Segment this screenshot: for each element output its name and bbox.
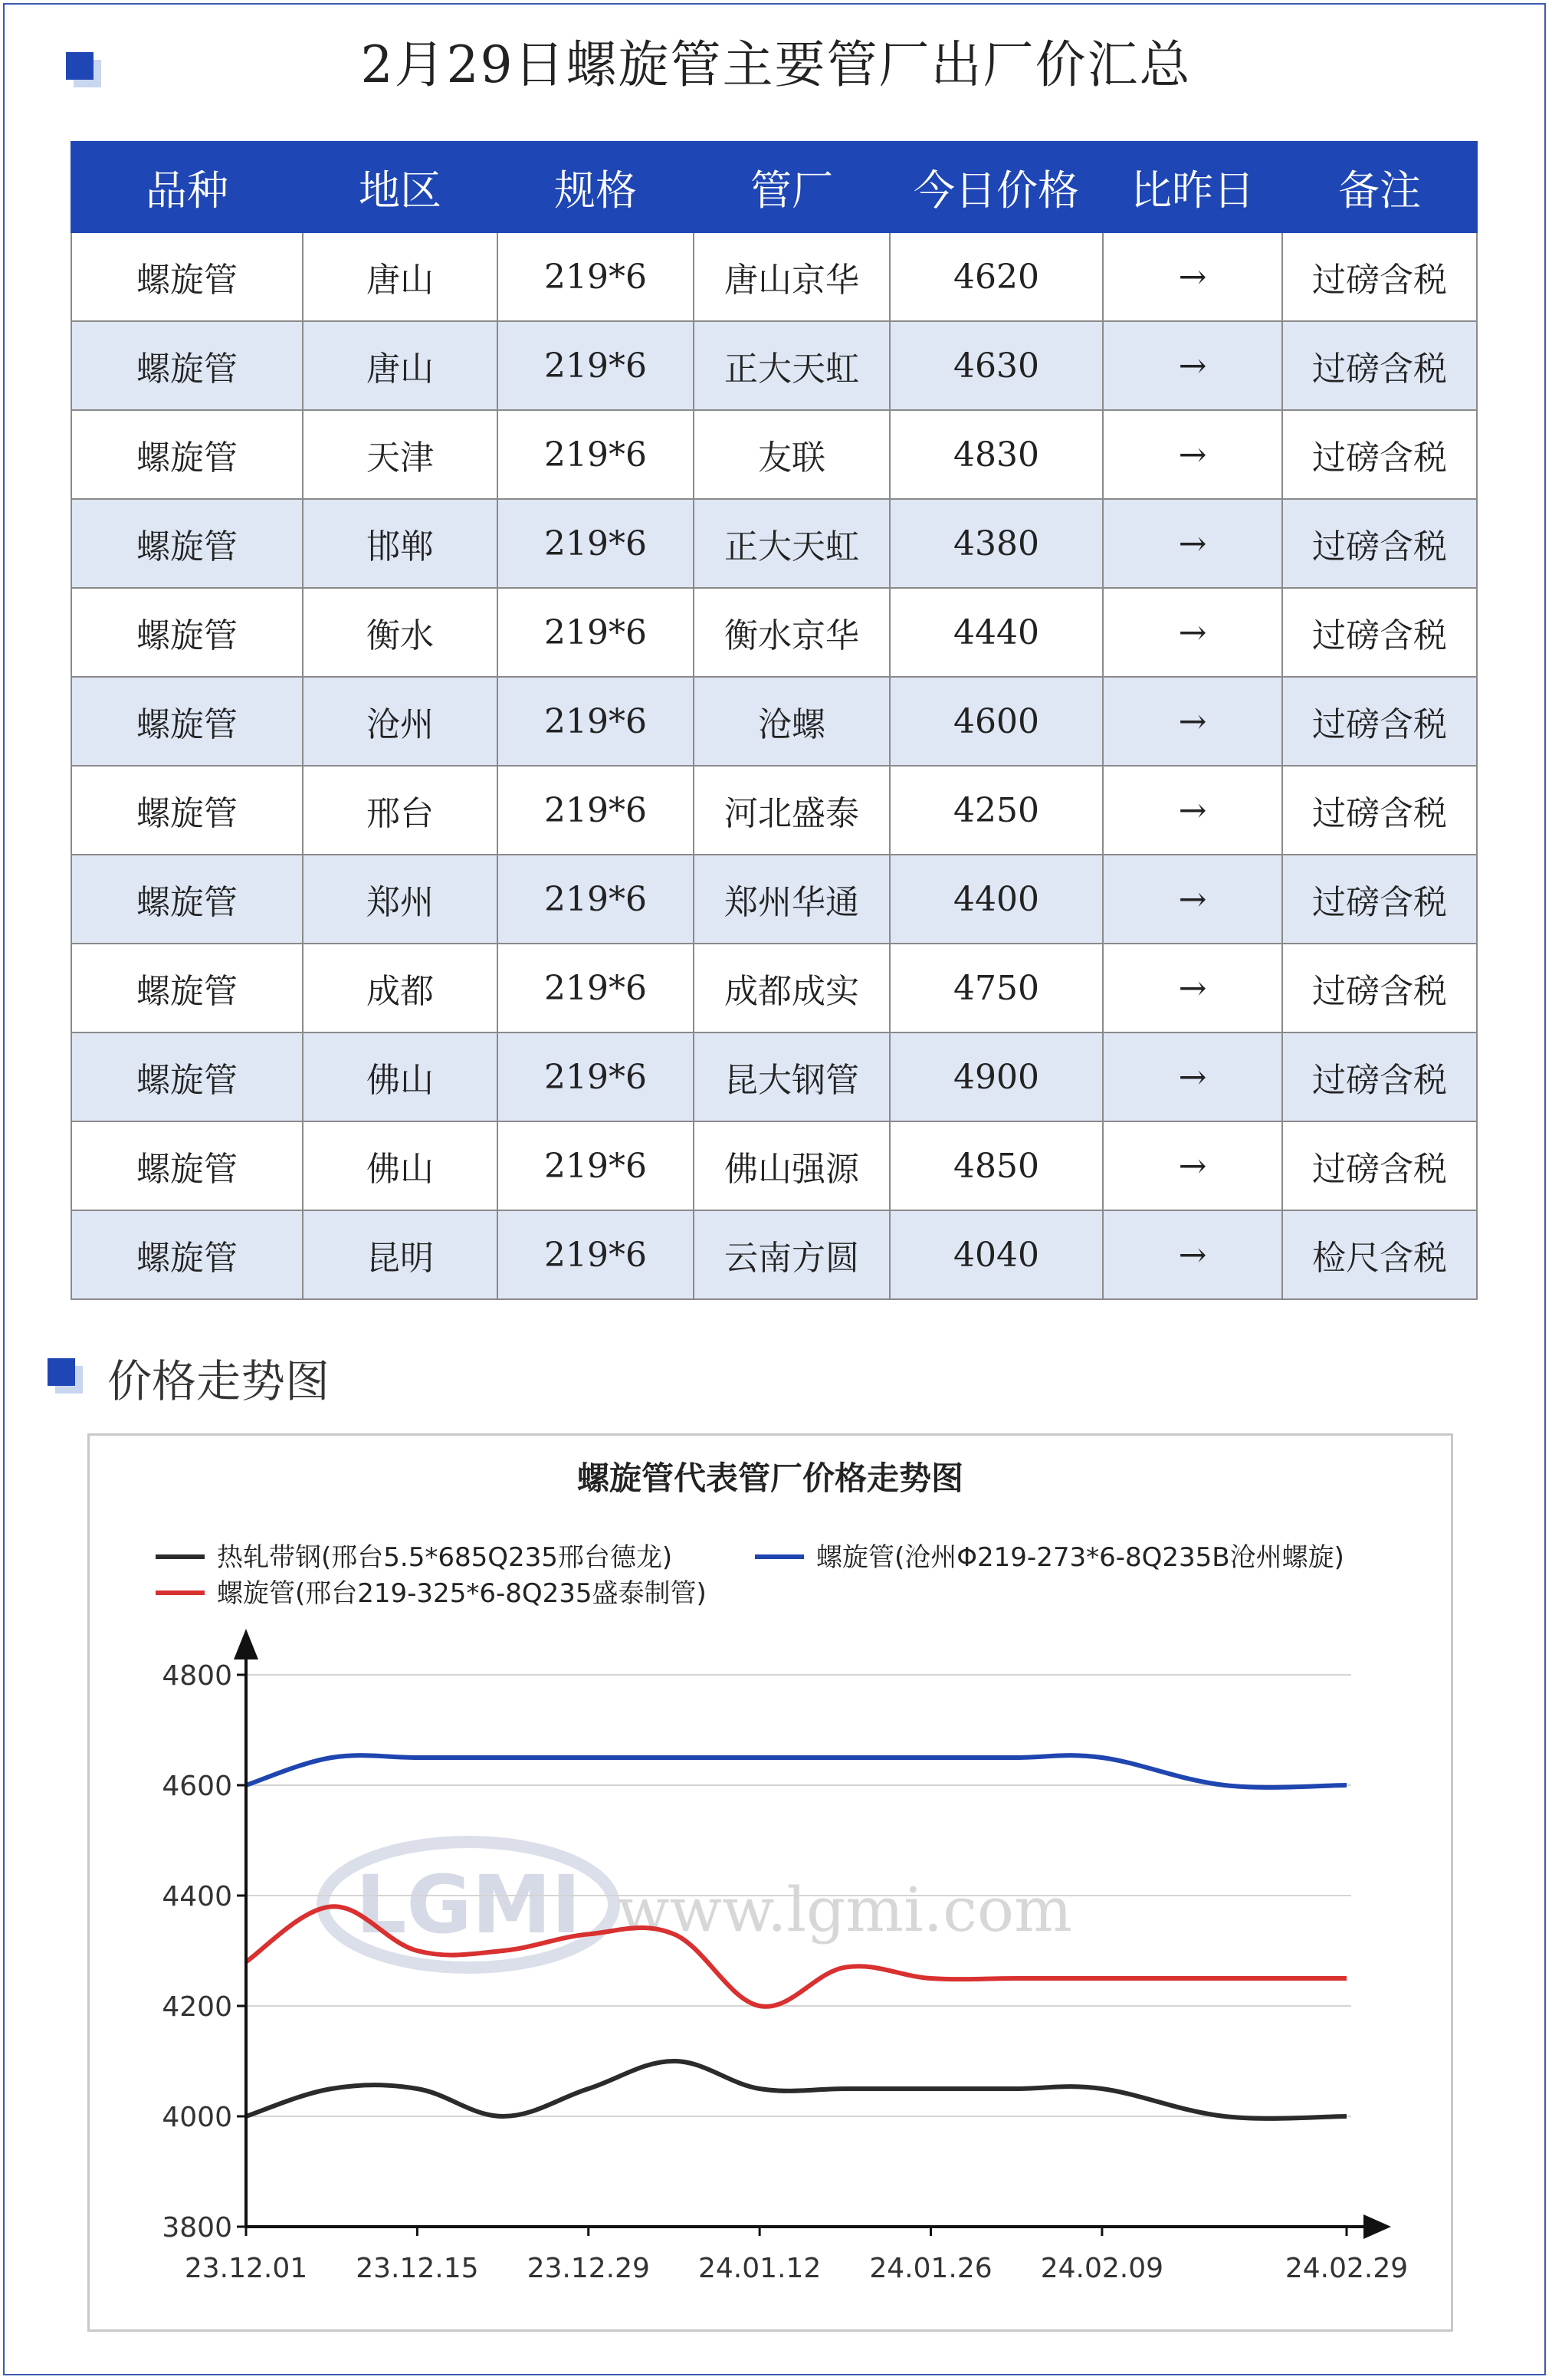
table-cell: 219*6 xyxy=(497,499,694,588)
table-cell: → xyxy=(1103,1032,1282,1121)
x-tick-label: 24.02.29 xyxy=(1285,2253,1409,2284)
section-square-icon xyxy=(48,1358,84,1395)
table-cell: 219*6 xyxy=(497,944,694,1032)
table-cell: → xyxy=(1103,855,1282,944)
table-cell: 正大天虹 xyxy=(694,321,890,410)
table-cell: 佛山 xyxy=(303,1032,497,1121)
table-cell: → xyxy=(1103,232,1282,321)
x-tick-label: 23.12.29 xyxy=(527,2253,650,2284)
table-cell: 过磅含税 xyxy=(1282,855,1477,944)
table-cell: 4380 xyxy=(890,499,1103,588)
table-cell: 河北盛泰 xyxy=(694,766,890,855)
column-header: 管厂 xyxy=(694,142,890,232)
table-cell: 成都 xyxy=(303,944,497,1032)
table-cell: 螺旋管 xyxy=(71,1121,303,1210)
table-cell: → xyxy=(1103,1121,1282,1210)
x-tick-label: 24.02.09 xyxy=(1040,2253,1164,2284)
table-cell: 螺旋管 xyxy=(71,499,303,588)
x-tick-label: 23.12.01 xyxy=(184,2253,308,2284)
table-cell: 4040 xyxy=(890,1210,1103,1299)
table-cell: 螺旋管 xyxy=(71,410,303,499)
chart-title: 螺旋管代表管厂价格走势图 xyxy=(576,1459,964,1497)
table-cell: 219*6 xyxy=(497,410,694,499)
table-cell: 4850 xyxy=(890,1121,1103,1210)
table-cell: 4440 xyxy=(890,588,1103,677)
table-cell: 唐山 xyxy=(303,232,497,321)
x-tick-label: 24.01.26 xyxy=(869,2253,993,2284)
table-cell: 219*6 xyxy=(497,232,694,321)
table-cell: 4900 xyxy=(890,1032,1103,1121)
table-row xyxy=(71,1210,1477,1299)
table-cell: 过磅含税 xyxy=(1282,321,1477,410)
table-cell: 唐山 xyxy=(303,321,497,410)
y-tick-label: 4200 xyxy=(162,1991,232,2023)
legend-label-1: 螺旋管(沧州Φ219-273*6-8Q235B沧州螺旋) xyxy=(816,1542,1344,1573)
table-cell: 219*6 xyxy=(497,1210,694,1299)
series-line-1 xyxy=(246,1755,1347,1787)
table-cell: 过磅含税 xyxy=(1282,944,1477,1032)
table-cell: 天津 xyxy=(303,410,497,499)
table-cell: → xyxy=(1103,321,1282,410)
table-cell: 正大天虹 xyxy=(694,499,890,588)
section-title: 价格走势图 xyxy=(107,1355,330,1407)
y-tick-label: 4800 xyxy=(162,1660,232,1692)
y-tick-label: 4400 xyxy=(162,1881,232,1912)
table-cell: 螺旋管 xyxy=(71,677,303,766)
table-row xyxy=(71,766,1477,855)
table-cell: 螺旋管 xyxy=(71,321,303,410)
table-row xyxy=(71,1121,1477,1210)
table-cell: 螺旋管 xyxy=(71,588,303,677)
table-cell: 219*6 xyxy=(497,588,694,677)
price-trend-chart xyxy=(90,1436,1451,2329)
price-table xyxy=(71,141,1478,1300)
table-cell: 4750 xyxy=(890,944,1103,1032)
table-cell: 螺旋管 xyxy=(71,1210,303,1299)
table-cell: 过磅含税 xyxy=(1282,588,1477,677)
y-tick-label: 3800 xyxy=(162,2212,232,2244)
table-cell: 4400 xyxy=(890,855,1103,944)
table-row xyxy=(71,499,1477,588)
table-row xyxy=(71,944,1477,1032)
table-cell: 沧螺 xyxy=(694,677,890,766)
table-cell: 衡水 xyxy=(303,588,497,677)
table-cell: 过磅含税 xyxy=(1282,499,1477,588)
table-cell: 219*6 xyxy=(497,1032,694,1121)
y-tick-label: 4600 xyxy=(162,1771,232,1802)
legend-label-2: 螺旋管(邢台219-325*6-8Q235盛泰制管) xyxy=(217,1578,707,1609)
table-cell: 螺旋管 xyxy=(71,855,303,944)
table-cell: 过磅含税 xyxy=(1282,410,1477,499)
column-header: 比昨日 xyxy=(1103,142,1282,232)
column-header: 今日价格 xyxy=(890,142,1103,232)
table-cell: 219*6 xyxy=(497,766,694,855)
table-cell: 检尺含税 xyxy=(1282,1210,1477,1299)
series-line-0 xyxy=(246,2061,1347,2119)
table-cell: 219*6 xyxy=(497,677,694,766)
table-cell: 沧州 xyxy=(303,677,497,766)
table-cell: 螺旋管 xyxy=(71,232,303,321)
table-row xyxy=(71,1032,1477,1121)
table-cell: → xyxy=(1103,410,1282,499)
table-cell: 过磅含税 xyxy=(1282,1032,1477,1121)
table-cell: 过磅含税 xyxy=(1282,232,1477,321)
table-row xyxy=(71,588,1477,677)
table-cell: 佛山强源 xyxy=(694,1121,890,1210)
table-cell: 过磅含税 xyxy=(1282,677,1477,766)
table-cell: → xyxy=(1103,1210,1282,1299)
table-row xyxy=(71,321,1477,410)
table-cell: 唐山京华 xyxy=(694,232,890,321)
table-cell: → xyxy=(1103,588,1282,677)
legend-label-0: 热轧带钢(邢台5.5*685Q235邢台德龙) xyxy=(217,1542,673,1573)
x-tick-label: 23.12.15 xyxy=(356,2253,479,2284)
column-header: 备注 xyxy=(1282,142,1477,232)
table-row xyxy=(71,410,1477,499)
page-title: 2月29日螺旋管主要管厂出厂价汇总 xyxy=(360,35,1192,94)
table-cell: 昆明 xyxy=(303,1210,497,1299)
table-cell: 友联 xyxy=(694,410,890,499)
table-cell: 成都成实 xyxy=(694,944,890,1032)
table-cell: 螺旋管 xyxy=(71,944,303,1032)
table-header-row xyxy=(71,142,1477,232)
y-tick-label: 4000 xyxy=(162,2102,232,2133)
table-cell: → xyxy=(1103,766,1282,855)
table-row xyxy=(71,677,1477,766)
x-tick-label: 24.01.12 xyxy=(697,2253,822,2284)
table-cell: 4600 xyxy=(890,677,1103,766)
table-row xyxy=(71,232,1477,321)
table-cell: 过磅含税 xyxy=(1282,1121,1477,1210)
table-cell: 螺旋管 xyxy=(71,1032,303,1121)
table-cell: → xyxy=(1103,677,1282,766)
y-axis-ticks xyxy=(162,1660,246,2244)
legend xyxy=(156,1542,1344,1609)
table-cell: 佛山 xyxy=(303,1121,497,1210)
x-axis-arrow xyxy=(1363,2214,1391,2239)
table-cell: 219*6 xyxy=(497,321,694,410)
column-header: 品种 xyxy=(71,142,303,232)
table-cell: 衡水京华 xyxy=(694,588,890,677)
table-cell: 郑州华通 xyxy=(694,855,890,944)
table-cell: 郑州 xyxy=(303,855,497,944)
table-cell: 4830 xyxy=(890,410,1103,499)
grid-lines xyxy=(246,1675,1351,2116)
table-cell: 过磅含税 xyxy=(1282,766,1477,855)
watermark-url: www.lgmi.com xyxy=(617,1874,1072,1945)
table-cell: 4620 xyxy=(890,232,1103,321)
table-cell: 昆大钢管 xyxy=(694,1032,890,1121)
table-cell: 邯郸 xyxy=(303,499,497,588)
x-axis-ticks xyxy=(185,2227,1408,2284)
table-cell: 螺旋管 xyxy=(71,766,303,855)
table-cell: 219*6 xyxy=(497,1121,694,1210)
table-cell: 4250 xyxy=(890,766,1103,855)
chart-container xyxy=(87,1433,1453,2332)
table-cell: 邢台 xyxy=(303,766,497,855)
y-axis-arrow xyxy=(234,1629,258,1659)
table-cell: 219*6 xyxy=(497,855,694,944)
table-row xyxy=(71,855,1477,944)
table-cell: 4630 xyxy=(890,321,1103,410)
table-cell: → xyxy=(1103,944,1282,1032)
column-header: 地区 xyxy=(303,142,497,232)
watermark-logo-text: LGMI xyxy=(356,1858,581,1952)
column-header: 规格 xyxy=(497,142,694,232)
table-cell: 云南方圆 xyxy=(694,1210,890,1299)
table-cell: → xyxy=(1103,499,1282,588)
